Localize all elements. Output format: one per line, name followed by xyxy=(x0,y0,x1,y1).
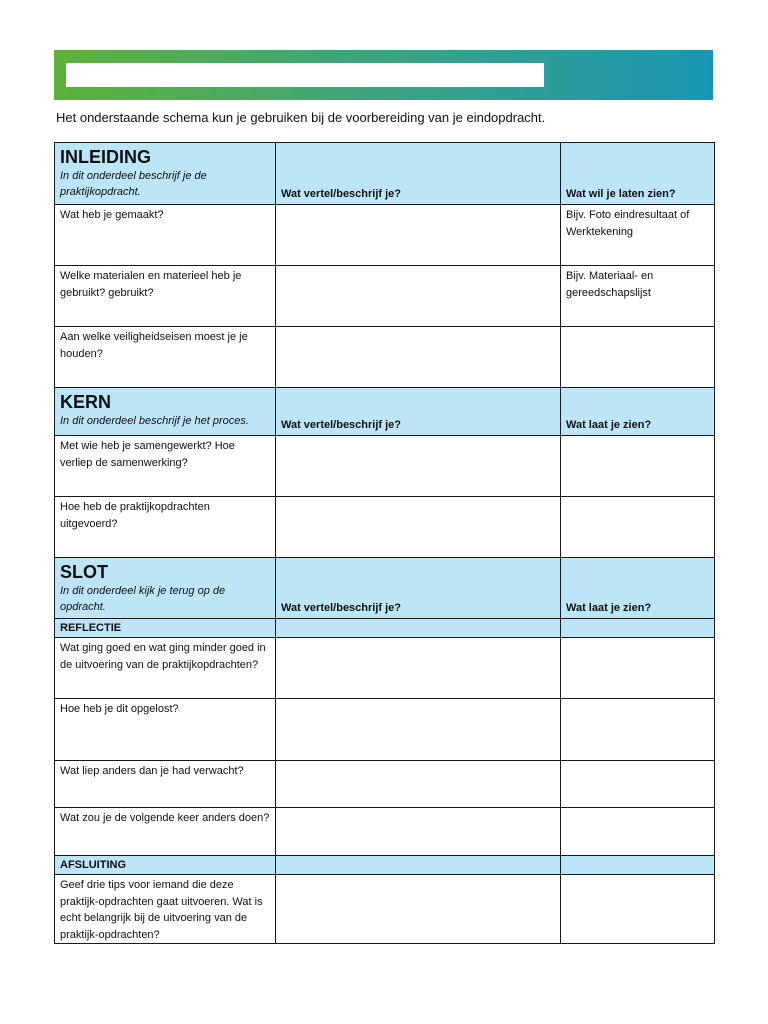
section-header-inleiding xyxy=(55,143,715,205)
question-cell: Wat liep anders dan je had verwacht? xyxy=(55,761,276,808)
show-cell[interactable] xyxy=(561,327,715,388)
subsection-title: REFLECTIE xyxy=(55,619,276,638)
section-title: KERN xyxy=(60,392,112,412)
column-header-show: Wat wil je laten zien? xyxy=(561,143,715,205)
question-cell: Wat ging goed en wat ging minder goed in de uitvoering van de praktijkopdrachten? xyxy=(55,638,276,699)
table-row xyxy=(55,266,715,327)
intro-text: Het onderstaande schema kun je gebruiken bij de voorbereiding van je eindopdracht. xyxy=(56,110,546,125)
column-header-show: Wat laat je zien? xyxy=(561,558,715,619)
table-row xyxy=(55,638,715,699)
question-cell: Hoe heb je dit opgelost? xyxy=(55,699,276,761)
question-cell: Met wie heb je samengewerkt? Hoe verliep de samenwerking? xyxy=(55,436,276,497)
question-cell: Wat heb je gemaakt? xyxy=(55,205,276,266)
section-header-slot xyxy=(55,558,715,619)
show-cell[interactable] xyxy=(561,875,715,944)
answer-cell[interactable] xyxy=(276,808,561,856)
show-cell[interactable]: Bijv. Materiaal- en gereedschapslijst xyxy=(561,266,715,327)
table-row xyxy=(55,327,715,388)
question-cell: Wat zou je de volgende keer anders doen? xyxy=(55,808,276,856)
show-cell[interactable] xyxy=(561,699,715,761)
column-header-describe: Wat vertel/beschrijf je? xyxy=(276,558,561,619)
section-title: SLOT xyxy=(60,562,108,582)
table-row xyxy=(55,699,715,761)
section-description: In dit onderdeel kijk je terug op de opdracht. xyxy=(60,585,226,613)
section-description: In dit onderdeel beschrijf je de praktijkopdracht. xyxy=(60,170,207,198)
answer-cell[interactable] xyxy=(276,875,561,944)
answer-cell[interactable] xyxy=(276,205,561,266)
table-row xyxy=(55,875,715,944)
table-row xyxy=(55,497,715,558)
answer-cell[interactable] xyxy=(276,266,561,327)
table-row xyxy=(55,205,715,266)
show-cell[interactable]: Bijv. Foto eindresultaat of Werktekening xyxy=(561,205,715,266)
redacted-title xyxy=(66,63,544,87)
header-banner xyxy=(54,50,713,100)
table-row xyxy=(55,808,715,856)
subsection-title: AFSLUITING xyxy=(55,856,276,875)
table-row xyxy=(55,761,715,808)
answer-cell[interactable] xyxy=(276,699,561,761)
answer-cell[interactable] xyxy=(276,497,561,558)
show-cell[interactable] xyxy=(561,436,715,497)
answer-cell[interactable] xyxy=(276,327,561,388)
section-title: INLEIDING xyxy=(60,147,152,167)
answer-cell[interactable] xyxy=(276,436,561,497)
show-cell[interactable] xyxy=(561,761,715,808)
question-cell: Hoe heb de praktijkopdrachten uitgevoerd? xyxy=(55,497,276,558)
schema-table xyxy=(54,142,715,944)
question-cell: Geef drie tips voor iemand die deze praktijk-opdrachten gaat uitvoeren. Wat is echt belangrijk bij de uitvoering van de praktijk-opdrachten? xyxy=(55,875,276,944)
show-cell[interactable] xyxy=(561,808,715,856)
show-cell[interactable] xyxy=(561,497,715,558)
answer-cell[interactable] xyxy=(276,638,561,699)
section-header-kern xyxy=(55,388,715,436)
column-header-show: Wat laat je zien? xyxy=(561,388,715,436)
question-cell: Aan welke veiligheidseisen moest je je houden? xyxy=(55,327,276,388)
column-header-describe: Wat vertel/beschrijf je? xyxy=(276,388,561,436)
table-row xyxy=(55,436,715,497)
subsection-reflectie xyxy=(55,619,715,638)
answer-cell[interactable] xyxy=(276,761,561,808)
section-description: In dit onderdeel beschrijf je het proces. xyxy=(60,415,249,427)
question-cell: Welke materialen en materieel heb je gebruikt? gebruikt? xyxy=(55,266,276,327)
subsection-afsluiting xyxy=(55,856,715,875)
column-header-describe: Wat vertel/beschrijf je? xyxy=(276,143,561,205)
show-cell[interactable] xyxy=(561,638,715,699)
